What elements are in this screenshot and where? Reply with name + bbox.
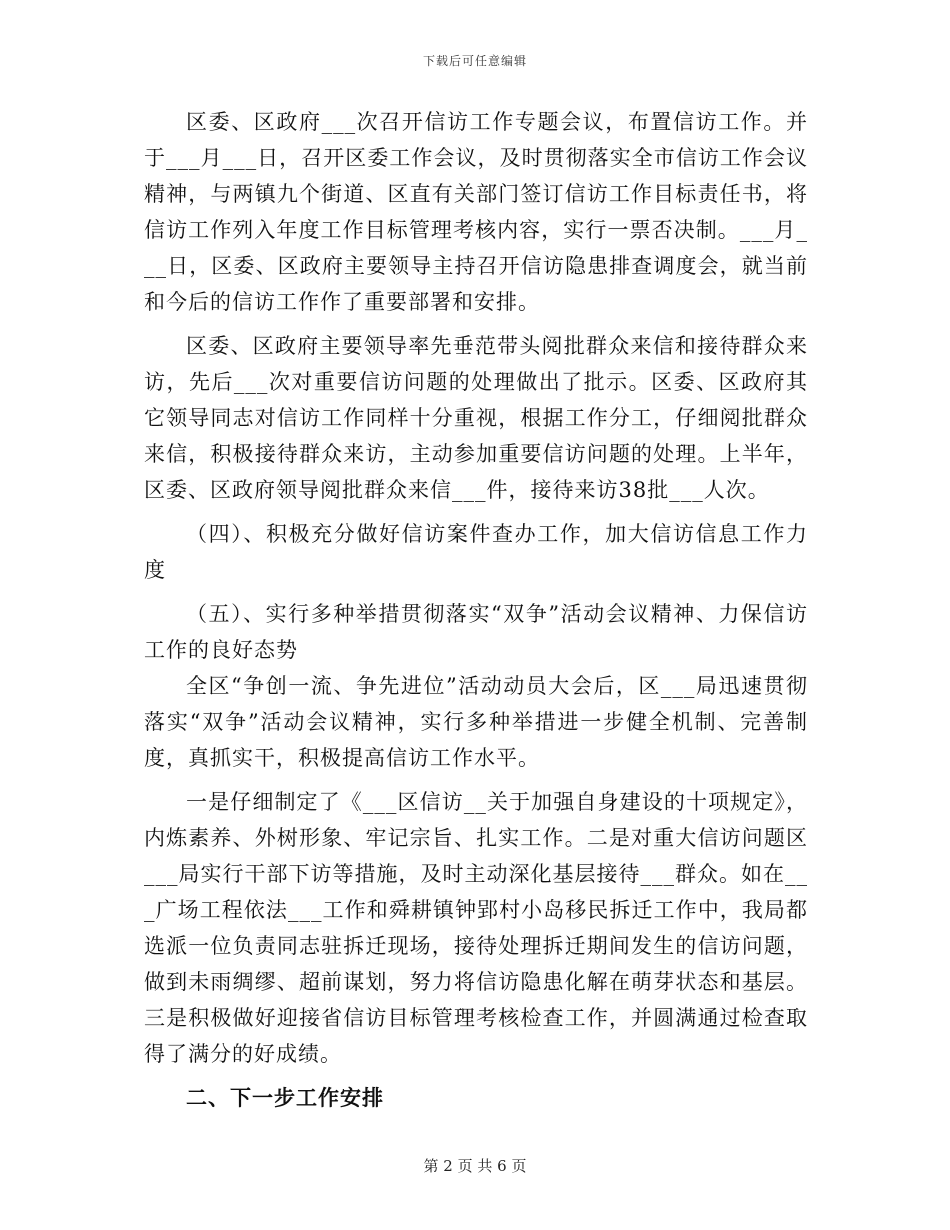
- page-number: 第 2 页 共 6 页: [423, 1157, 527, 1175]
- paragraph-mobilization: 全区“争创一流、争先进位”活动动员大会后，区___局迅速贯彻落实“双争”活动会议精神，实行多种举措进一步健全机制、完善制度，真抓实干，积极提高信访工作水平。: [144, 674, 808, 770]
- paragraph-item-five: （五）、实行多种举措贯彻落实“双争”活动会议精神、力保信访工作的良好态势: [144, 602, 808, 662]
- paragraph-item-four: （四）、积极充分做好信访案件查办工作，加大信访信息工作力度: [144, 522, 808, 582]
- document-body: [144, 104, 808, 1116]
- section-title: 二、下一步工作安排: [186, 1086, 384, 1110]
- page-header: 下载后可任意编辑: [422, 54, 527, 68]
- paragraph-meetings: 区委、区政府___次召开信访工作专题会议，布置信访工作。并于___月___日，召开区委工作会议，及时贯彻落实全市信访工作会议精神，与两镇九个街道、区直有关部门签订信访工作目标责任书，将信访工作列入年度工作目标管理考核内容，实行一票否决制。___月___日，区委、区政府主要领导主持召开信访隐患排查调度会，就当前和今后的信访工作作了重要部署和安排。: [144, 110, 808, 314]
- paragraph-leadership: 区委、区政府主要领导率先垂范带头阅批群众来信和接待群众来访，先后___次对重要信访问题的处理做出了批示。区委、区政府其它领导同志对信访工作同样十分重视，根据工作分工，仔细阅批群众来信，积极接待群众来访，主动参加重要信访问题的处理。上半年，区委、区政府领导阅批群众来信___件，接待来访38批___人次。: [144, 334, 808, 502]
- paragraph-measures: 一是仔细制定了《___区信访__关于加强自身建设的十项规定》，内炼素养、外树形象、牢记宗旨、扎实工作。二是对重大信访问题区___局实行干部下访等措施，及时主动深化基层接待___群众。如在___广场工程依法___工作和舜耕镇钟郢村小岛移民拆迁工作中，我局都选派一位负责同志驻拆迁现场，接待处理拆迁期间发生的信访问题，做到未雨绸缪、超前谋划，努力将信访隐患化解在萌芽状态和基层。三是积极做好迎接省信访目标管理考核检查工作，并圆满通过检查取得了满分的好成绩。: [144, 790, 808, 1066]
